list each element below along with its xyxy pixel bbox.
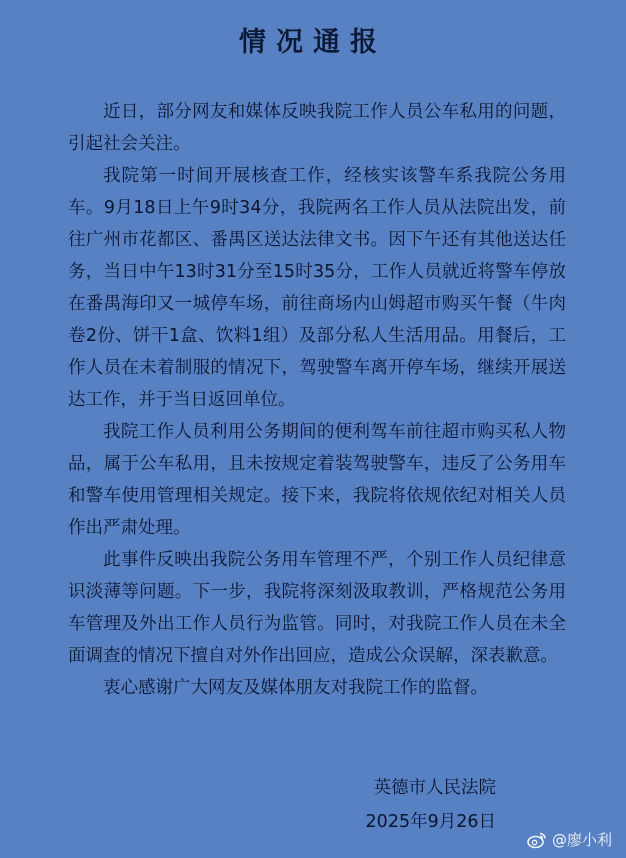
paragraph-reflection: 此事件反映出我院公务用车管理不严，个别工作人员纪律意识淡薄等问题。下一步，我院将深刻汲取教训，严格规范公务用车管理及外出工作人员行为监管。同时，对我院工作人员在未全面调查的情况下擅自对外作出回应，造成公众误解，深表歉意。: [68, 550, 566, 666]
watermark-handle: @廖小利: [551, 831, 612, 849]
signature-date: 2025年9月26日: [365, 812, 496, 832]
paragraph-thanks: 衷心感谢广大网友及媒体朋友对我院工作的监督。: [103, 678, 488, 698]
weibo-icon: [527, 831, 547, 849]
watermark: [527, 829, 612, 850]
notice-body: [68, 96, 566, 704]
paragraph-violation: 我院工作人员利用公务期间的便利驾车前往超市购买私人物品，属于公车私用，且未按规定着装驾驶警车，违反了公务用车和警车使用管理相关规定。接下来，我院将依规依纪对相关人员作出严肃处理。: [68, 422, 566, 538]
paragraph-investigation: 我院第一时间开展核查工作，经核实该警车系我院公务用车。9月18日上午9时34分，我院两名工作人员从法院出发，前往广州市花都区、番禺区送达法律文书。因下午还有其他送达任务，当日中午13时31分至15时35分，工作人员就近将警车停放在番禺海印又一城停车场，前往商场内山姆超市购买午餐（牛肉卷2份、饼干1盒、饮料1组）及部分私人生活用品。用餐后，工作人员在未着制服的情况下，驾驶警车离开停车场，继续开展送达工作，并于当日返回单位。: [68, 166, 566, 410]
paragraph-intro: 近日，部分网友和媒体反映我院工作人员公车私用的问题，引起社会关注。: [68, 102, 566, 154]
signature-organization: 英德市人民法院: [373, 778, 496, 798]
notice-title: 情况通报: [239, 27, 387, 58]
